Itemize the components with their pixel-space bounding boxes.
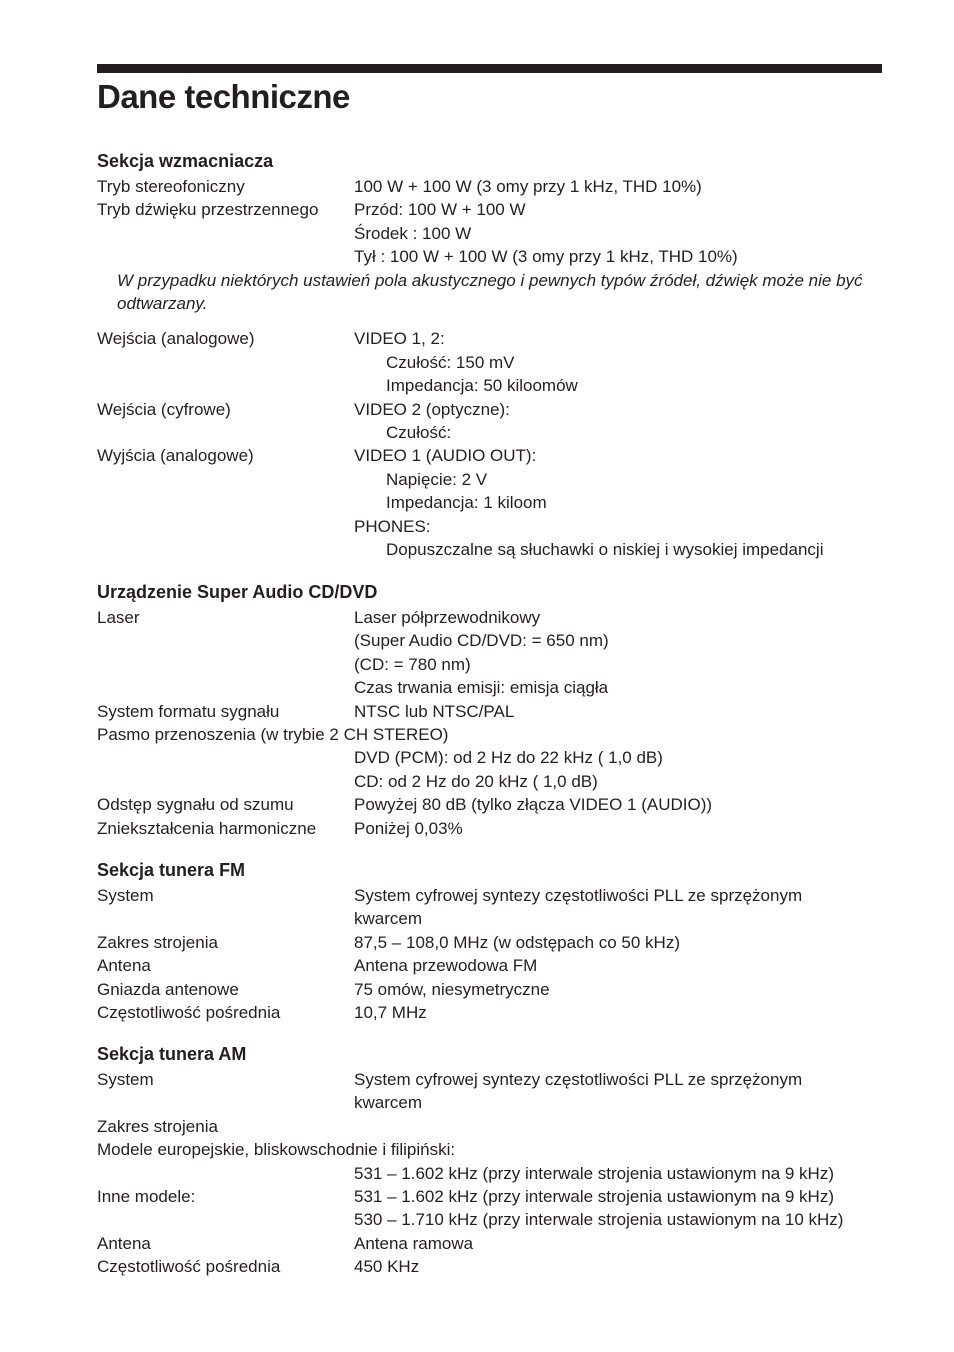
spec-row <box>97 606 887 700</box>
spec-value: Antena ramowa <box>354 1233 474 1253</box>
spec-row <box>97 817 887 840</box>
spec-value: 531 – 1.602 kHz (przy interwale strojenia ustawionym na 9 kHz) <box>354 1187 834 1207</box>
spec-value: VIDEO 2 (optyczne): <box>354 399 510 419</box>
spec-label: Inne modele: <box>97 1187 196 1207</box>
spec-value: 100 W + 100 W (3 omy przy 1 kHz, THD 10%) <box>354 177 702 196</box>
spec-label: Tryb dźwięku przestrzennego <box>97 200 319 220</box>
spec-label: Laser <box>97 608 140 627</box>
spec-values <box>354 198 887 268</box>
spec-value: Tył : 100 W + 100 W (3 omy przy 1 kHz, THD 10%) <box>354 247 738 267</box>
spec-label: System formatu sygnału <box>97 701 280 721</box>
spec-value: System cyfrowej syntezy częstotliwości PLL ze sprzężonym kwarcem <box>354 886 803 929</box>
spec-label: Zniekształcenia harmoniczne <box>97 818 317 838</box>
spec-row <box>97 1001 887 1024</box>
spec-value: (CD: = 780 nm) <box>354 654 471 674</box>
spec-value: Czas trwania emisji: emisja ciągła <box>354 678 609 698</box>
spec-values <box>354 398 887 445</box>
spec-section <box>97 1043 887 1279</box>
spec-values <box>354 175 887 198</box>
spec-row <box>97 1162 887 1185</box>
spec-value: Czułość: <box>386 423 452 443</box>
spec-value: Impedancja: 50 kiloomów <box>386 376 578 396</box>
spec-values <box>354 793 887 816</box>
spec-value: 450 KHz <box>354 1257 420 1277</box>
spec-value: Środek : 100 W <box>354 223 472 243</box>
spec-row <box>97 327 887 397</box>
spec-label: Gniazda antenowe <box>97 979 239 999</box>
spec-label: Odstęp sygnału od szumu <box>97 795 294 815</box>
spec-values <box>354 1185 887 1232</box>
spec-value: Napięcie: 2 V <box>386 469 488 489</box>
spec-value: VIDEO 1 (AUDIO OUT): <box>354 446 537 466</box>
spec-line: Pasmo przenoszenia (w trybie 2 CH STEREO) <box>97 725 449 745</box>
spec-row <box>97 931 887 954</box>
spec-row <box>97 1255 887 1278</box>
spec-section <box>97 581 887 840</box>
spec-row <box>97 1232 887 1255</box>
spec-row <box>97 198 887 268</box>
spec-value: VIDEO 1, 2: <box>354 329 445 349</box>
spec-values <box>354 746 887 793</box>
spec-label: Wejścia (analogowe) <box>97 329 255 349</box>
spec-label: Zakres strojenia <box>97 932 218 952</box>
spec-row <box>97 954 887 977</box>
spec-values <box>354 606 887 700</box>
spec-label: Częstotliwość pośrednia <box>97 1257 281 1277</box>
spec-value: System cyfrowej syntezy częstotliwości PLL ze sprzężonym kwarcem <box>354 1070 803 1113</box>
spec-label <box>97 1162 354 1185</box>
spec-label: Antena <box>97 956 151 976</box>
spec-values <box>354 978 887 1001</box>
spec-value: Laser półprzewodnikowy <box>354 608 541 627</box>
spec-value: 75 omów, niesymetryczne <box>354 979 550 999</box>
spec-values <box>354 444 887 561</box>
spec-row <box>97 444 887 561</box>
spec-section <box>97 150 887 562</box>
spec-label: Antena <box>97 1233 151 1253</box>
section-heading: Sekcja tunera AM <box>97 1044 247 1064</box>
spec-values <box>354 1001 887 1024</box>
spec-label: System <box>97 1070 154 1089</box>
spec-value: Antena przewodowa FM <box>354 956 538 976</box>
spec-value: Poniżej 0,03% <box>354 818 463 838</box>
spec-row <box>97 700 887 723</box>
spec-value: CD: od 2 Hz do 20 kHz ( 1,0 dB) <box>354 771 598 791</box>
spec-value: Powyżej 80 dB (tylko złącza VIDEO 1 (AUDIO)) <box>354 795 713 815</box>
spec-label: Tryb stereofoniczny <box>97 177 245 196</box>
spec-row <box>97 793 887 816</box>
spec-value: 531 – 1.602 kHz (przy interwale strojenia ustawionym na 9 kHz) <box>354 1163 834 1183</box>
spec-value: NTSC lub NTSC/PAL <box>354 701 515 721</box>
section-heading: Urządzenie Super Audio CD/DVD <box>97 582 378 602</box>
spec-values <box>354 1068 887 1115</box>
spec-values <box>354 931 887 954</box>
spec-values <box>354 700 887 723</box>
spec-note: W przypadku niektórych ustawień pola akustycznego i pewnych typów źródeł, dźwięk może nie być odtwarzany. <box>117 270 863 314</box>
spec-values <box>354 327 887 397</box>
spec-values <box>354 817 887 840</box>
spec-row <box>97 1185 887 1232</box>
spec-value: Przód: 100 W + 100 W <box>354 200 526 220</box>
page-title: Dane techniczne <box>97 78 350 115</box>
spec-label: Częstotliwość pośrednia <box>97 1003 281 1023</box>
spec-value: PHONES: <box>354 516 431 536</box>
spec-value: Dopuszczalne są słuchawki o niskiej i wysokiej impedancji <box>386 540 824 560</box>
spec-value: Czułość: 150 mV <box>386 352 515 372</box>
spec-label <box>97 746 354 793</box>
spec-label: System <box>97 886 154 905</box>
spec-line: Zakres strojenia <box>97 1116 218 1136</box>
section-heading: Sekcja wzmacniacza <box>97 151 274 171</box>
spec-value: 87,5 – 108,0 MHz (w odstępach co 50 kHz) <box>354 932 680 952</box>
spec-row <box>97 884 887 931</box>
spec-row <box>97 398 887 445</box>
spec-row <box>97 175 887 198</box>
spec-row <box>97 1068 887 1115</box>
spec-value: 10,7 MHz <box>354 1003 427 1023</box>
title-rule <box>97 64 882 73</box>
spec-values <box>354 954 887 977</box>
spec-values <box>354 1255 887 1278</box>
spec-value: Impedancja: 1 kiloom <box>386 493 547 513</box>
spec-value: (Super Audio CD/DVD: = 650 nm) <box>354 631 609 651</box>
spec-label: Wejścia (cyfrowe) <box>97 399 231 419</box>
spec-label: Wyjścia (analogowe) <box>97 446 254 466</box>
spec-values <box>354 1162 887 1185</box>
spec-values <box>354 884 887 931</box>
spec-value: DVD (PCM): od 2 Hz do 22 kHz ( 1,0 dB) <box>354 748 663 768</box>
spec-row <box>97 746 887 793</box>
spec-line: Modele europejskie, bliskowschodnie i filipiński: <box>97 1140 456 1160</box>
spec-value: 530 – 1.710 kHz (przy interwale strojenia ustawionym na 10 kHz) <box>354 1210 844 1230</box>
section-heading: Sekcja tunera FM <box>97 860 246 880</box>
spec-values <box>354 1232 887 1255</box>
spec-section <box>97 859 887 1024</box>
spec-row <box>97 978 887 1001</box>
